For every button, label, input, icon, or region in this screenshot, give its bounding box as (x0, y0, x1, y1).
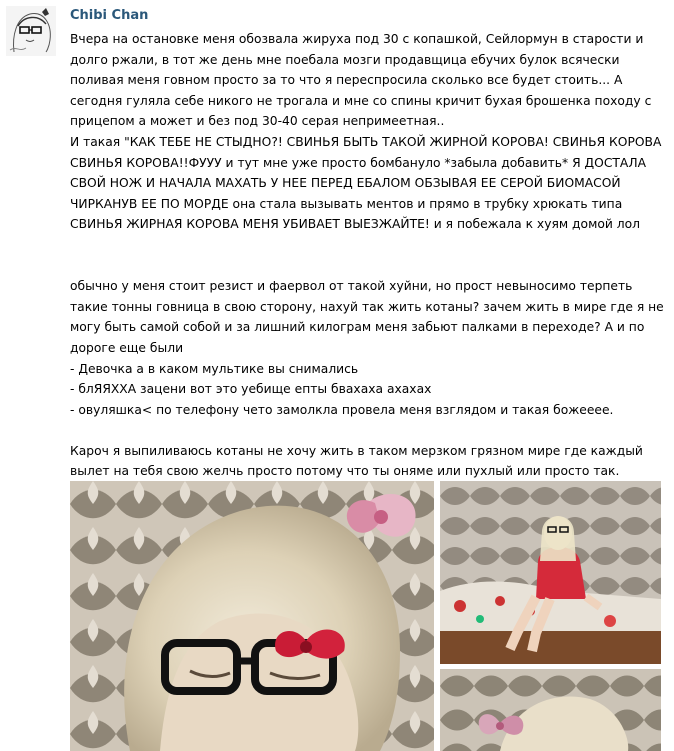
post-paragraph: И такая "КАК ТЕБЕ НЕ СТЫДНО?! СВИНЬЯ БЫТЬ ТАКОЙ ЖИРНОЙ КОРОВА! СВИНЬЯ КОРОВА СВИНЬЯ КОРОВА!!ФУУУ и тут мне уже просто бомбануло *забыла добавить* Я ДОСТАЛА СВОЙ НОЖ И НАЧАЛА МАХАТЬ У НЕЕ ПЕРЕД ЕБАЛОМ ОБЗЫВАЯ ЕЕ СЕРОЙ БИОМАСОЙ ЧИРКАНУВ ЕЕ ПО МОРДЕ она стала вызывать ментов и прямо в трубку хрюкать типа СВИНЬЯ ЖИРНАЯ КОРОВА МЕНЯ УБИВАЕТ ВЫЕЗЖАЙТЕ! и я побежала к хуям домой лол (70, 134, 662, 232)
photo-closeup-glasses[interactable] (70, 481, 434, 751)
photo-closeup-image (70, 481, 434, 751)
photo-bow-closeup[interactable] (440, 669, 661, 751)
post-paragraph: обычно у меня стоит резист и фаервол от такой хуйни, но прост невыносимо терпеть такие тонны говница в свою сторону, нахуй так жить котаны? зачем жить в мире где я не могу быть самой собой и за лишний килограм меня забьют палками в переходе? А и по дороге еще были (70, 279, 664, 355)
author-name-link[interactable]: Chibi Chan (70, 8, 149, 23)
post-list-line: - блЯЯХХА зацени вот это уебище епты бвахаха ахахах (70, 382, 432, 397)
post-list-line: - Девочка а в каком мультике вы снимались (70, 361, 359, 376)
post-list-line: - овуляшка< по телефону чето замолкла провела меня взглядом и такая божееее. (70, 402, 614, 417)
photo-bow-image (440, 669, 661, 751)
paragraph-spacer (70, 256, 666, 277)
avatar[interactable] (6, 6, 56, 56)
photo-bed-image (440, 481, 661, 664)
avatar-drawing-icon (6, 6, 56, 56)
post-paragraph: Кароч я выпиливаюсь котаны не хочу жить в таком мерзком грязном мире где каждый вылет на тебя свою желчь просто потому что ты оняме или пухлый или просто так. (70, 443, 643, 479)
post-text (70, 29, 666, 482)
paragraph-spacer (70, 420, 666, 441)
photo-sitting-on-bed[interactable] (440, 481, 661, 664)
post-paragraph: Вчера на остановке меня обозвала жируха под 30 с копашкой, Сейлормун в старости и долго ржали, в тот же день мне поебала мозги продавщица ебучих булок всячески поливая меня говном просто за то что я переспросила сколько все будет стоить... А сегодня гуляла себе никого не трогала и мне со спины кричит бухая брошенка походу с прицепом а может и без под 30-40 серая непримеетная.. (70, 32, 652, 129)
paragraph-spacer (70, 235, 666, 256)
